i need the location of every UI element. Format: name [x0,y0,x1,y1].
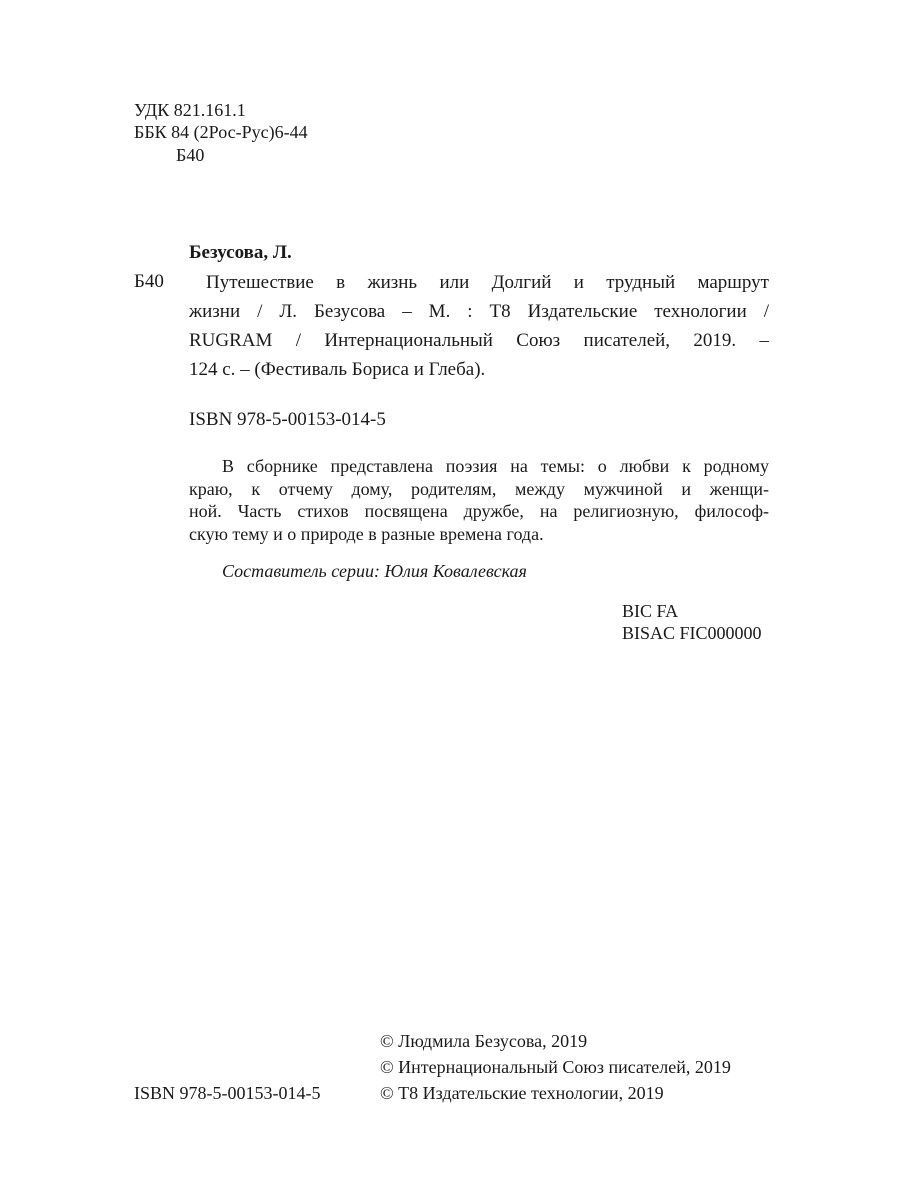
bibliographic-description [189,268,769,384]
bibliographic-line: RUGRAM / Интернациональный Союз писателей, 2019. – [189,330,769,351]
abstract [189,455,769,545]
bic-code: BIC FA [622,601,679,621]
footer-isbn: ISBN 978-5-00153-014-5 [134,1083,321,1103]
copyright-union: © Интернациональный Союз писателей, 2019 [380,1057,731,1077]
catalog-mark: Б40 [134,271,164,292]
bibliographic-line: 124 с. – (Фестиваль Бориса и Глеба). [189,359,486,380]
series-compiler: Составитель серии: Юлия Ковалевская [222,561,527,581]
copyright-author: © Людмила Безусова, 2019 [380,1031,588,1051]
abstract-line: краю, к отчему дому, родителям, между мужчиной и женщи- [189,478,769,499]
bisac-code: BISAC FIC000000 [622,623,762,643]
author-mark: Б40 [176,145,205,165]
bbk-code: ББК 84 (2Рос-Рус)6-44 [134,122,308,142]
author-name: Безусова, Л. [189,242,292,263]
bibliographic-line: Путешествие в жизнь или Долгий и трудный маршрут [206,272,769,293]
bibliographic-line: жизни / Л. Безусова – М. : Т8 Издательские технологии / [189,301,769,322]
copyright-publisher: © Т8 Издательские технологии, 2019 [380,1083,664,1103]
udk-code: УДК 821.161.1 [134,100,246,120]
abstract-line: скую тему и о природе в разные времена года. [189,523,544,544]
isbn: ISBN 978-5-00153-014-5 [189,409,386,430]
abstract-line: ной. Часть стихов посвящена дружбе, на религиозную, философ- [189,501,769,521]
abstract-line: В сборнике представлена поэзия на темы: о любви к родному [222,456,769,476]
